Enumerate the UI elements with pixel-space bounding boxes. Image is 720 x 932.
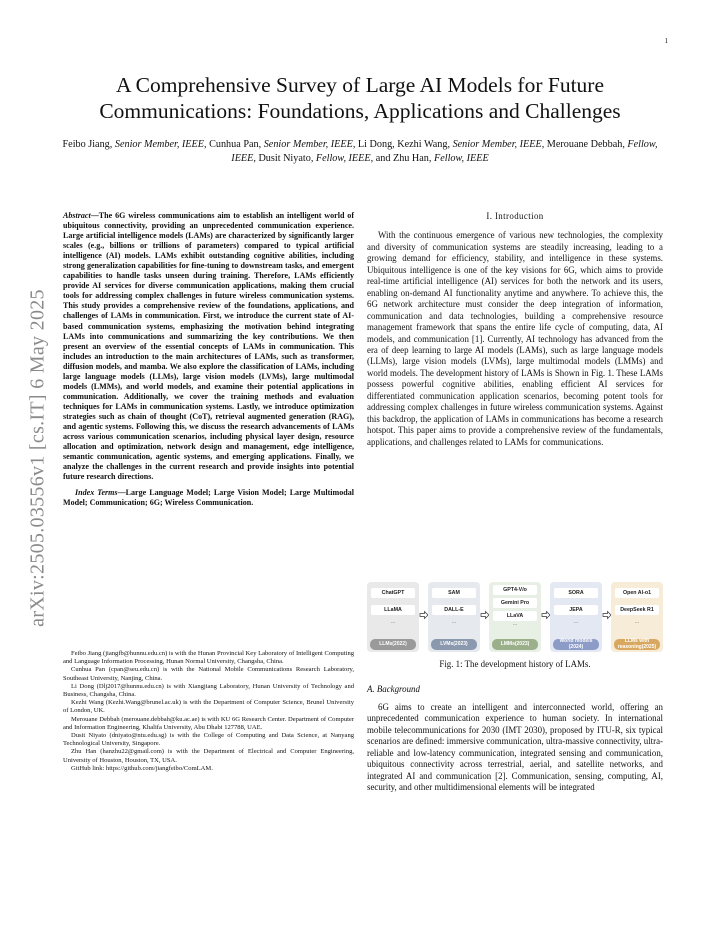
- panel-era-tag: LLMs with reasoning(2025): [614, 639, 660, 650]
- author-role: Fellow, IEEE: [315, 152, 371, 164]
- author-name: Merouane Debbah: [546, 139, 623, 150]
- figure-caption: Fig. 1: The development history of LAMs.: [439, 659, 591, 669]
- model-label: GPT4-V/o: [493, 585, 537, 595]
- footnote-github-link[interactable]: GitHub link: https://github.com/jiangfeibo/ComLAM.: [71, 764, 213, 772]
- more-models-ellipsis: ...: [513, 622, 517, 627]
- arxiv-identifier[interactable]: [28, 258, 48, 658]
- section-heading-background: A. Background: [367, 684, 420, 694]
- more-models-ellipsis: ...: [452, 620, 456, 625]
- author-role: Fellow, IEEE: [231, 139, 658, 164]
- abstract-text: —The 6G wireless communications aim to establish an intelligent world of ubiquitous connectivity, providing an unprecedented communication experience. Large artificial intelligence models (LAMs) are characterized by significantly larger scales (e.g., billions or trillions of parameters) compared to typical artificial intelligence (AI) models. LAMs exhibit outstanding cognitive abilities, including strong generalization capabilities for fine-tuning to downstream tasks, and emergent capabilities to handle tasks unseen during training. Therefore, LAMs efficiently provide AI services for diverse communication applications, making them crucial tools for addressing complex challenges in future wireless communication systems. This study provides a comprehensive review of the foundations, applications, and challenges of LAMs in communication. First, we introduce the current state of AI-based communication systems, emphasizing the motivation behind integrating LAMs into communications and summarizing the key contributions. We then present an overview of the essential concepts of LAMs in communication. This includes an introduction to the main architectures of LAMs, such as transformer, diffusion models, and mamba. We also explore the classification of LAMs, including large language models (LLMs), large vision models (LVMs), large multimodal models (LMMs), and world models, and examine their potential applications in communication. Additionally, we cover the training methods and evaluation techniques for LAMs in communication systems. Lastly, we introduce optimization strategies such as chain of thought (CoT), retrieval augmented generation (RAG), and agentic systems. Following this, we discuss the research advancements of LAMs across various communication scenarios, including physical layer design, resource allocation and optimization, network design and management, edge intelligence, semantic communication, agentic systems, and emerging applications. Finally, we analyze the challenges in the current research and provide insights into potential future research directions.: [63, 211, 354, 482]
- model-label: Gemini Pro: [493, 598, 537, 608]
- left-column: [63, 211, 354, 508]
- author-role: Senior Member, IEEE: [114, 139, 204, 150]
- introduction-paragraph: With the continuous emergence of various new technologies, the complexity and diversity of communication systems are steadily increasing, leading to a growing demand for efficiency, stability, and intelligence in these systems. Ubiquitous intelligence is one of the key visions for 6G, which aims to provide real-time artificial intelligence (AI) services for both the network and its users, enabling on-demand AI functionality anytime and anywhere. To achieve this, the 6G network architecture must consider the deep integration of information, communication and data technologies, building a comprehensive resource management framework that spans the entire life cycle of computing, data, AI models, and communication [1]. Currently, AI technology has advanced from the era of deep learning to large AI models (LAMs), such as large language models (LLMs), large vision models (LVMs), large multimodal models (LMMs) and world models. The development history of LAMs is Shown in Fig. 1. These LAMs possess powerful cognitive abilities, enabling efficient AI services for differentiated communication application scenarios, becoming potent tools for addressing complex challenges in future wireless communication systems. Against this backdrop, the application of LAMs in communications has become a research hotspot. This paper aims to provide a comprehensive review of the fundamentals, applications, and challenges related to LAMs for communications.: [367, 230, 663, 447]
- footnote: Feibo Jiang (jiangfb@hunnu.edu.cn) is with the Hunan Provincial Key Laboratory of Intelligent Computing and Language Information Processing, Hunan Normal University, Changsha, China.: [63, 650, 354, 666]
- model-label: DeepSeek R1: [615, 605, 659, 615]
- index-terms-lead: Index Terms: [75, 488, 118, 498]
- figure-panel: [428, 582, 480, 652]
- arxiv-id-text: arXiv:2505.03556v1 [cs.IT] 6 May 2025: [26, 289, 49, 627]
- arrow-right-icon: [419, 610, 429, 620]
- panel-era-tag: World models (2024): [553, 639, 599, 650]
- figure-panel: [611, 582, 663, 652]
- model-label: LLaMA: [371, 605, 415, 615]
- model-label: JEPA: [554, 605, 598, 615]
- footnote: Merouane Debbah (merouane.debbah@ku.ac.ae) is with KU 6G Research Center. Department of Computer and Information Engineering, Khalifa University, Abu Dhabi 127788, UAE.: [63, 715, 354, 731]
- author-name: Li Dong: [357, 139, 393, 150]
- index-terms: [63, 488, 354, 508]
- author-role: Senior Member, IEEE: [452, 139, 542, 150]
- section-heading-introduction: I. Introduction: [486, 211, 544, 221]
- index-terms-text: —Large Language Model; Large Vision Model; Large Multimodal Model; Communication; 6G; Wireless Communication.: [63, 488, 354, 508]
- footnote: Cunhua Pan (cpan@seu.edu.cn) is with the National Mobile Communications Research Laboratory, Southeast University, Nanjing, China.: [63, 666, 354, 682]
- author-name: Zhu Han: [392, 152, 429, 164]
- model-label: ChatGPT: [371, 588, 415, 598]
- more-models-ellipsis: ...: [635, 620, 639, 625]
- model-label: SAM: [432, 588, 476, 598]
- arrow-right-icon: [541, 610, 551, 620]
- author-name: Kezhi Wang: [397, 139, 448, 150]
- author-name: Dusit Niyato: [258, 152, 311, 164]
- paper-title: A Comprehensive Survey of Large AI Models for Future Communications: Foundations, Applications and Challenges: [99, 73, 621, 123]
- author-role: Fellow, IEEE: [434, 152, 489, 164]
- figure-panel: [550, 582, 602, 652]
- page-number: 1: [664, 37, 668, 45]
- panel-era-tag: LLMs(2022): [370, 639, 416, 650]
- panel-era-tag: LMMs(2023): [492, 639, 538, 650]
- author-footnotes: [63, 650, 354, 773]
- panel-era-tag: LVMs(2023): [431, 639, 477, 650]
- author-role: Senior Member, IEEE: [263, 139, 353, 150]
- model-label: LLaVA: [493, 611, 537, 621]
- footnote: Zhu Han (hanzhu22@gmail.com) is with the Department of Electrical and Computer Engineering, University of Houston, Houston, TX, USA.: [63, 748, 354, 764]
- right-column: [367, 211, 663, 448]
- author-list: Feibo Jiang, Senior Member, IEEE, Cunhua Pan, Senior Member, IEEE, Li Dong, Kezhi Wang, Senior Member, IEEE, Merouane Debbah, Fellow, IEEE, Dusit Niyato, Fellow, IEEE, and Zhu Han, Fellow, IEEE: [62, 139, 658, 164]
- author-name: Feibo Jiang: [62, 139, 110, 150]
- abstract: [63, 211, 354, 482]
- model-label: SORA: [554, 588, 598, 598]
- figure-lam-history: [367, 582, 663, 654]
- author-name: Cunhua Pan: [209, 139, 259, 150]
- arrow-right-icon: [602, 610, 612, 620]
- footnote: Dusit Niyato (dniyato@ntu.edu.sg) is with the College of Computing and Data Science, at Nanyang Technological University, Singapore.: [63, 732, 354, 748]
- model-label: Open AI-o1: [615, 588, 659, 598]
- footnote: Li Dong (Dlj2017@hunnu.edu.cn) is with Xiangjiang Laboratory, Hunan University of Technology and Business, Changsha, China.: [63, 682, 354, 699]
- figure-panel: [489, 582, 541, 652]
- more-models-ellipsis: ...: [574, 620, 578, 625]
- background-paragraph: 6G aims to create an intelligent and interconnected world, offering an unprecedented communication experience to human society. In international mobile telecommunications for 2030 (IMT 2030), proposed by ITU-R, six typical scenarios are defined: immersive communication, ultra-massive connectivity, ultra-reliable and low-latency communication, integrated sensing and communication, ubiquitous connectivity across terrestrial, aerial, and satellite networks, and integrated AI and communication [2]. Communication, sensing, computing, AI, security, and other multidimensional elements will be integrated: [367, 702, 663, 793]
- abstract-lead: Abstract: [63, 211, 91, 220]
- arrow-right-icon: [480, 610, 490, 620]
- figure-panel: [367, 582, 419, 652]
- footnote: Kezhi Wang (Kezhi.Wang@brunel.ac.uk) is with the Department of Computer Science, Brunel University of London, UK.: [63, 699, 354, 715]
- more-models-ellipsis: ...: [391, 620, 395, 625]
- model-label: DALL-E: [432, 605, 476, 615]
- background-column: [367, 702, 663, 794]
